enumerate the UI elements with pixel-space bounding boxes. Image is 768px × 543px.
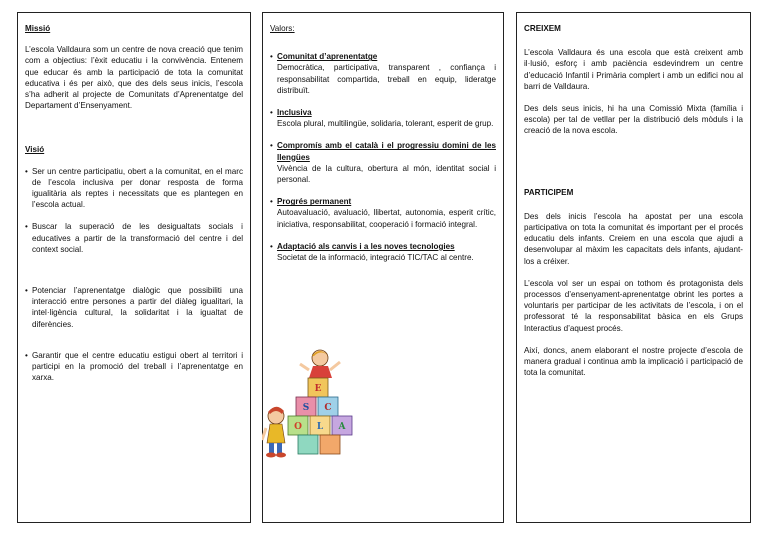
visio-item: • Potenciar l’aprenentatge dialògic que possibiliti una interacció entre persones a partir del diàleg igualitari, la intel·ligència cultural, la solidaritat i la igualtat de diferències. — [25, 286, 243, 329]
participem-paragraph: Així, doncs, anem elaborant el nostre projecte d’escola de manera gradual i continua amb la implicació i participació de tota la comunitat. — [524, 345, 743, 378]
valor-title: Inclusiva — [277, 108, 312, 118]
kids-blocks-illustration — [262, 348, 354, 460]
visio-item: • Buscar la superació de les desigualtats socials i educatives a partir de la transformació del centre i del context social. — [25, 222, 243, 254]
valor-item: • Compromís amb el català i el progressiu domini de les llengües Vivència de la cultura, obertura al món, identitat social i personal. — [270, 141, 496, 185]
valors-heading: Valors: — [270, 24, 295, 33]
participem-paragraph: Des dels inicis l’escola ha apostat per una escola participativa on tota la comunitat és important per el procés educatiu dels infants. Creiem en una escola que ajudi a desenvolupar al màxim les capacitats dels infants, ajudant-los a créixer. — [524, 211, 743, 266]
valor-item: • Inclusiva Escola plural, multilingüe, solidaria, tolerant, esperit de grup. — [270, 108, 494, 129]
visio-item: • Ser un centre participatiu, obert a la comunitat, en el marc de l’escola inclusiva per donar resposta de forma igualitària als reptes i necessitats que es plantegen en l’escola actual. — [25, 166, 243, 210]
valor-item: • Adaptació als canvis i a les noves tecnologies Societat de la informació, integració TIC/TAC al centre. — [270, 241, 474, 263]
missio-heading: Missió — [25, 24, 51, 33]
valors-list — [270, 51, 496, 263]
participem-heading: PARTICIPEM — [524, 187, 574, 197]
participem-paragraph: L’escola vol ser un espai on tothom és protagonista dels processos d’ensenyament-aprenentatge obrint les portes a voluntaris per participar de les activitats de l’escola, i on el professorat té la responsabilitat bàsica en els Grups Interactius d’aquest procés. — [524, 278, 743, 333]
block-letter: A — [338, 422, 346, 432]
block-letter: L — [316, 422, 324, 432]
panel-creixem-participem — [516, 12, 751, 523]
panel-missio-visio — [17, 12, 251, 523]
valor-title: Progrés permanent — [277, 197, 352, 207]
valor-item: • Progrés permanent Autoavaluació, avaluació, llibertat, autonomia, esperit crític, iniciativa, responsabilitat, cooperació i formació integral. — [270, 197, 496, 229]
missio-text: L’escola Valldaura som un centre de nova creació que tenim com a objectius: l’èxit educatiu i la convivència. Entenem que educar és amb la participació de tota la comunitat educativa i és per això, que des dels seus inicis, l’escola s’ha adherit al projecte de Comunitats d’Aprenentatge del Departament d’Ensenyament. — [25, 45, 243, 111]
block-letter: C — [324, 403, 332, 413]
valor-title: Compromís amb el català i el progressiu domini de les llengües — [277, 141, 496, 162]
valor-text: Autoavaluació, avaluació, llibertat, autonomia, esperit crític, iniciativa, responsabilitat, cooperació i formació integral. — [277, 208, 496, 229]
block-letter: S — [302, 403, 310, 413]
valor-item: • Comunitat d’aprenentatge Democràtica, participativa, transparent , confiança i responsabilitat compartida, treball en equip, lideratge distribuït. — [270, 52, 496, 95]
valor-title: Adaptació als canvis i a les noves tecnologies — [277, 241, 455, 251]
creixem-heading: CREIXEM — [524, 24, 561, 33]
child-top-figure — [300, 350, 340, 378]
creixem-paragraph: Des dels seus inicis, hi ha una Comissió Mixta (família i escola) per tal de vetllar per la distribució dels mòduls i la creació de la nova escola. — [524, 104, 743, 136]
alphabet-blocks — [288, 378, 352, 454]
block-letter: E — [314, 384, 322, 394]
block-letter: O — [294, 422, 302, 432]
visio-item: • Garantir que el centre educatiu estigui obert al territori i participi en la promoció del treball i l’aprenentatge en xarxa. — [25, 350, 243, 383]
visio-list — [25, 166, 243, 384]
visio-heading: Visió — [25, 145, 45, 155]
valor-text: Democràtica, participativa, transparent , confiança i responsabilitat compartida, treball en equip, lideratge distribuït. — [277, 63, 496, 95]
creixem-paragraph: L’escola Valldaura és una escola que està creixent amb il·lusió, esforç i amb paciència esdevindrem un centre d’educació Infantil i Primària complert i amb un edifici nou al barri de Valldaura. — [524, 48, 743, 91]
valor-text: Escola plural, multilingüe, solidaria, tolerant, esperit de grup. — [277, 119, 494, 129]
valor-text: Vivència de la cultura, obertura al món, identitat social i personal. — [277, 163, 496, 185]
valor-text: Societat de la informació, integració TIC/TAC al centre. — [277, 253, 474, 263]
child-left-figure — [262, 407, 286, 458]
valor-title: Comunitat d’aprenentatge — [277, 52, 378, 62]
